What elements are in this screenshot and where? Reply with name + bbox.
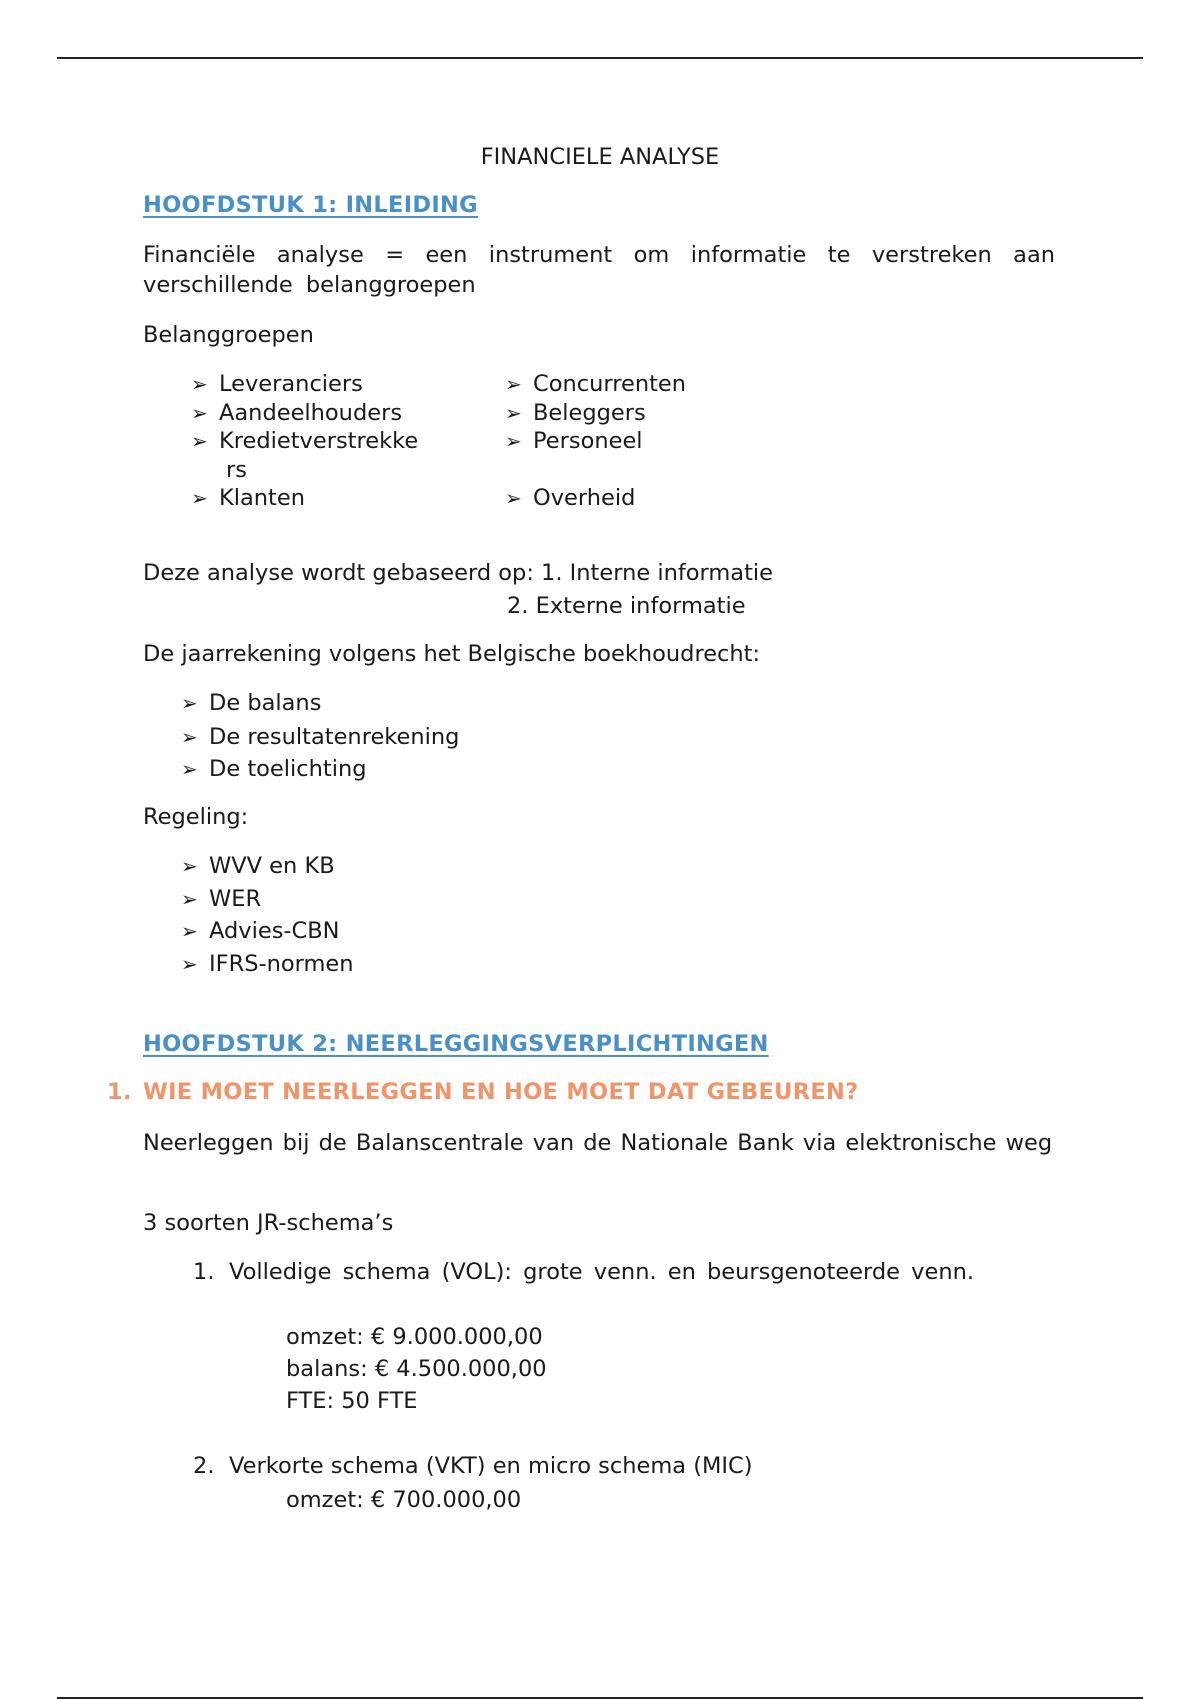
group-item-wrap: rs: [226, 457, 247, 483]
schema1-detail: FTE: 50 FTE: [286, 1388, 418, 1414]
schema1-detail: balans: € 4.500.000,00: [286, 1356, 547, 1382]
document-title: FINANCIELE ANALYSE: [480, 144, 720, 170]
schemas-label: 3 soorten JR-schema’s: [143, 1210, 394, 1236]
group-item-label: Leveranciers: [219, 371, 363, 397]
list-item: [191, 483, 305, 513]
basis-label: Deze analyse wordt gebaseerd op: 1. Interne informatie: [143, 560, 774, 586]
list-item: [181, 722, 459, 752]
section1-heading: WIE MOET NEERLEGGEN EN HOE MOET DAT GEBEUREN?: [143, 1079, 859, 1105]
section1-number: 1.: [107, 1079, 132, 1105]
regeling-item: Advies-CBN: [209, 918, 340, 944]
list-item: [181, 916, 340, 946]
arrowhead-bullet-icon: ➢: [505, 401, 522, 425]
group-item-label: Klanten: [219, 485, 305, 511]
group-item-label: Overheid: [533, 485, 636, 511]
schema2-text: Verkorte schema (VKT) en micro schema (MIC): [229, 1453, 753, 1479]
neerleggen-paragraph: Neerleggen bij de Balanscentrale van de Nationale Bank via elektronische weg: [143, 1130, 1053, 1156]
jaarrekening-item: De resultatenrekening: [209, 724, 460, 750]
arrowhead-bullet-icon: ➢: [181, 919, 198, 943]
page-bottom-rule: [57, 1697, 1143, 1699]
list-item: [181, 688, 321, 718]
schema2-detail: omzet: € 700.000,00: [286, 1487, 522, 1513]
jaarrekening-item: De balans: [209, 690, 322, 716]
arrowhead-bullet-icon: ➢: [505, 372, 522, 396]
arrowhead-bullet-icon: ➢: [181, 757, 198, 781]
basis-item-2: 2. Externe informatie: [507, 593, 746, 619]
list-item: [181, 884, 261, 914]
page-top-rule: [57, 57, 1143, 59]
list-item: [505, 426, 643, 456]
schema1-number: 1.: [193, 1259, 215, 1285]
groups-label: Belanggroepen: [143, 322, 314, 348]
list-item: [191, 369, 363, 399]
arrowhead-bullet-icon: ➢: [191, 429, 208, 453]
arrowhead-bullet-icon: ➢: [181, 887, 198, 911]
arrowhead-bullet-icon: ➢: [181, 725, 198, 749]
list-item: [181, 754, 367, 784]
jaarrekening-label: De jaarrekening volgens het Belgische boekhoudrecht:: [143, 641, 761, 667]
list-item: [191, 398, 402, 428]
schema1-text: Volledige schema (VOL): grote venn. en beursgenoteerde venn.: [229, 1259, 974, 1285]
arrowhead-bullet-icon: ➢: [191, 372, 208, 396]
list-item: [191, 426, 418, 456]
arrowhead-bullet-icon: ➢: [191, 486, 208, 510]
list-item: [505, 483, 635, 513]
arrowhead-bullet-icon: ➢: [181, 854, 198, 878]
group-item-label: Kredietverstrekke: [219, 428, 419, 454]
group-item-label: Personeel: [533, 428, 643, 454]
arrowhead-bullet-icon: ➢: [505, 486, 522, 510]
regeling-item: WVV en KB: [209, 853, 335, 879]
group-item-label: Beleggers: [533, 400, 646, 426]
arrowhead-bullet-icon: ➢: [181, 691, 198, 715]
regeling-item: IFRS-normen: [209, 951, 354, 977]
chapter1-heading: HOOFDSTUK 1: INLEIDING: [143, 192, 478, 218]
schema1-detail: omzet: € 9.000.000,00: [286, 1324, 543, 1350]
chapter2-heading: HOOFDSTUK 2: NEERLEGGINGSVERPLICHTINGEN: [143, 1031, 769, 1057]
definition-paragraph: Financiële analyse = een instrument om informatie te verstreken aan verschillende belanggroepen: [143, 242, 1055, 298]
list-item: [181, 949, 354, 979]
group-item-label: Aandeelhouders: [219, 400, 403, 426]
schema2-number: 2.: [193, 1453, 215, 1479]
regeling-item: WER: [209, 886, 262, 912]
list-item: [505, 398, 646, 428]
arrowhead-bullet-icon: ➢: [191, 401, 208, 425]
jaarrekening-item: De toelichting: [209, 756, 367, 782]
list-item: [505, 369, 686, 399]
arrowhead-bullet-icon: ➢: [505, 429, 522, 453]
group-item-label: Concurrenten: [533, 371, 687, 397]
arrowhead-bullet-icon: ➢: [181, 952, 198, 976]
list-item: [181, 851, 335, 881]
regeling-label: Regeling:: [143, 804, 249, 830]
